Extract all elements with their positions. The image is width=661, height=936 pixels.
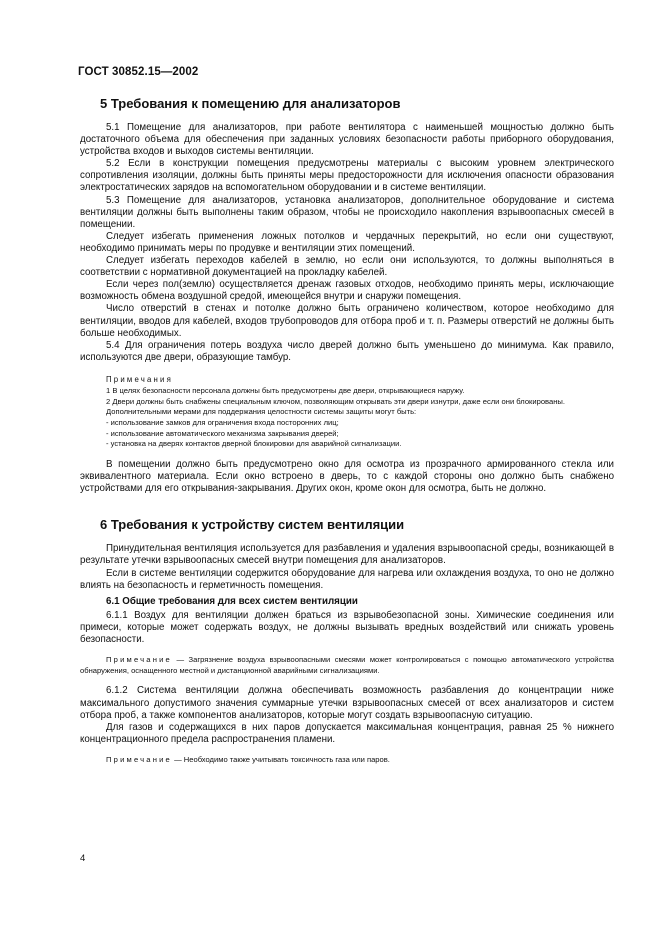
note-text: — Загрязнение воздуха взрывоопасными смесями может контролироваться с помощью автоматического устройства обнаружения, оснащенного местной и дистанционной аварийными сигнализациями. [80, 655, 614, 675]
list-item: - использование автоматического механизма закрывания дверей; [106, 428, 339, 438]
paragraph-5-1: 5.1 Помещение для анализаторов, при работе вентилятора с наименьшей мощностью должно быть достаточного объема для обеспечения при заданных условиях безопасности работы приборного оборудования, устройства входов и выходов системы вентиляции. [80, 122, 614, 158]
document-header: ГОСТ 30852.15—2002 [78, 66, 199, 78]
paragraph-drainage: Если через пол(землю) осуществляется дренаж газовых отходов, необходимо принять меры, исключающие возможность обмена воздушной средой, имеющейся внутри и снаружи помещения. [80, 279, 614, 303]
note-toxicity [80, 755, 614, 766]
paragraph-cables: Следует избегать переходов кабелей в землю, но если они используются, то должны выполняться в соответствии с нормативной документацией на прокладку кабелей. [80, 255, 614, 279]
note-label: Примечание [106, 754, 172, 764]
paragraph-5-3: 5.3 Помещение для анализаторов, установка анализаторов, дополнительное оборудование и система вентиляции должны быть выполнены таким образом, чтобы не происходило накопления взрывоопасных смесей в помещении. [80, 194, 614, 230]
page-content [80, 92, 614, 766]
note-1: 1 В целях безопасности персонала должны быть предусмотрены две двери, открывающиеся наружу. [106, 385, 465, 395]
paragraph-heating-cooling: Если в системе вентиляции содержится оборудование для нагрева или охлаждения воздуха, то оно не должно влиять на безопасность и герметичность помещения. [80, 567, 614, 591]
page-number: 4 [80, 853, 86, 864]
paragraph-6-1-2: 6.1.2 Система вентиляции должна обеспечивать возможность разбавления до концентрации ниже максимального допустимого значения суммарные утечки взрывоопасных смесей от всех анализаторов и систем отбора проб, а также компонентов анализаторов, которые могут создать взрывоопасную ситуацию. [80, 685, 614, 721]
paragraph-5-2: 5.2 Если в конструкции помещения предусмотрены материалы с высоким уровнем электрического сопротивления изоляции, должны быть приняты меры предосторожности для исключения опасности образования электростатических зарядов на вспомогательном оборудовании и в системе вентиляции. [80, 158, 614, 194]
section-6-title: 6 Требования к устройству систем вентиляции [100, 517, 405, 533]
note-additional: Дополнительными мерами для поддержания целостности системы защиты могут быть: [106, 407, 417, 417]
list-item: - использование замков для ограничения входа посторонних лиц; [106, 417, 339, 427]
notes-list [80, 418, 614, 450]
notes-title: Примечания [106, 374, 174, 384]
list-item: - установка на дверях контактов дверной блокировки для аварийной сигнализации. [106, 439, 402, 449]
paragraph-concentration: Для газов и содержащихся в них паров допускается максимальная концентрация, равная 25 % нижнего концентрационного предела распространения пламени. [80, 721, 614, 745]
paragraph-ceilings: Следует избегать применения ложных потолков и чердачных перекрытий, но если они существуют, необходимо принимать меры по продувке и вентиляции этих помещений. [80, 230, 614, 254]
paragraph-5-4: 5.4 Для ограничения потерь воздуха число дверей должно быть уменьшено до минимума. Как правило, используются две двери, образующие тамбур. [80, 339, 614, 363]
paragraph-6-1-1: 6.1.1 Воздух для вентиляции должен браться из взрывобезопасной зоны. Химические соединения или примеси, которые может содержать воздух, не должны вызывать вредных воздействий или снижать уровень безопасности. [80, 609, 614, 645]
paragraph-forced-ventilation: Принудительная вентиляция используется для разбавления и удаления взрывоопасной среды, возникающей в результате утечки взрывоопасных смесей внутри помещения для анализаторов. [80, 543, 614, 567]
section-5-title: 5 Требования к помещению для анализаторов [100, 96, 401, 111]
note-2: 2 Двери должны быть снабжены специальным ключом, позволяющим открывать эти двери изнутри, даже если они блокированы. [106, 396, 565, 406]
paragraph-openings: Число отверстий в стенах и потолке должно быть ограничено количеством, которое необходимо для вентиляции, вводов для кабелей, входов трубопроводов для отбора проб и т. п. Размеры отверстий не должны быть больше необходимых. [80, 303, 614, 339]
paragraph-window: В помещении должно быть предусмотрено окно для осмотра из прозрачного армированного стекла или эквивалентного материала. Если окно встроено в дверь, то с каждой стороны оно должно быть снабжено устройствами для его открывания-закрывания. Других окон, кроме окон для осмотра, быть не должно. [80, 459, 614, 495]
subsection-6-1-title: 6.1 Общие требования для всех систем вентиляции [106, 595, 358, 607]
note-contamination [80, 655, 614, 676]
note-text: — Необходимо также учитывать токсичность газа или паров. [171, 754, 390, 764]
note-label: Примечание [106, 655, 172, 665]
